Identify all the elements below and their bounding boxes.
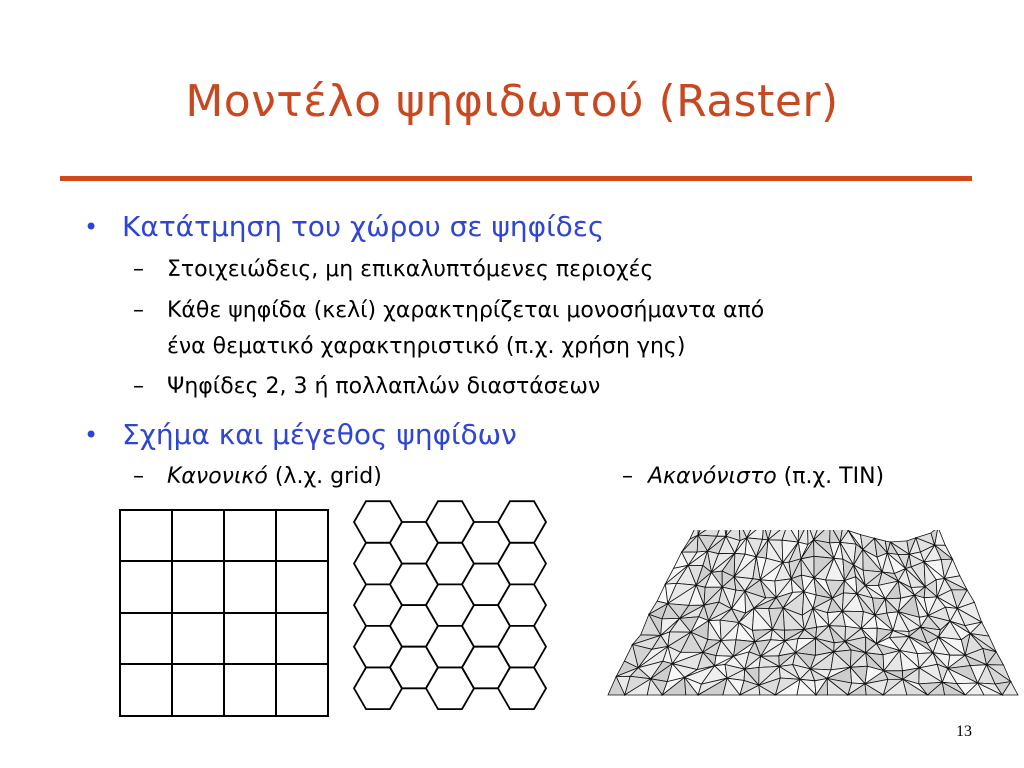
dash-marker: – <box>133 298 144 323</box>
bullet-2-text: Σχήμα και μέγεθος ψηφίδων <box>122 418 517 451</box>
page-number: 13 <box>956 723 972 740</box>
regular-example: (λ.χ. grid) <box>274 464 382 489</box>
hexagon-grid-figure <box>352 500 597 725</box>
sub-bullet-2-continuation: ένα θεματικό χαρακτηριστικό (π.χ. χρήση γης) <box>167 334 686 359</box>
sub-bullet-2-text: Κάθε ψηφίδα (κελί) χαρακτηρίζεται μονοσήμαντα από <box>167 298 765 323</box>
sub-bullet-1-text: Στοιχειώδεις, μη επικαλυπτόμενες περιοχές <box>167 257 654 282</box>
slide-title: Μοντέλο ψηφιδωτού (Raster) <box>185 76 839 127</box>
title-underline <box>60 176 972 181</box>
irregular-label-text <box>648 462 884 492</box>
dash-marker: – <box>622 464 633 489</box>
sub-bullet-3-text: Ψηφίδες 2, 3 ή πολλαπλών διαστάσεων <box>167 374 601 399</box>
regular-label-text <box>167 462 382 492</box>
dash-marker: – <box>133 464 144 489</box>
irregular-example: (π.χ. TIN) <box>783 464 885 489</box>
square-grid-figure <box>118 508 332 718</box>
dash-marker: – <box>133 374 144 399</box>
bullet-dot: • <box>84 213 99 241</box>
dash-marker: – <box>133 257 144 282</box>
regular-term: Κανονικό <box>167 464 268 489</box>
tin-terrain-figure <box>606 530 1020 715</box>
bullet-dot: • <box>84 421 99 449</box>
irregular-term: Ακανόνιστο <box>648 464 777 489</box>
bullet-1-text: Κατάτμηση του χώρου σε ψηφίδες <box>122 210 605 243</box>
tin-triangle <box>682 535 698 552</box>
